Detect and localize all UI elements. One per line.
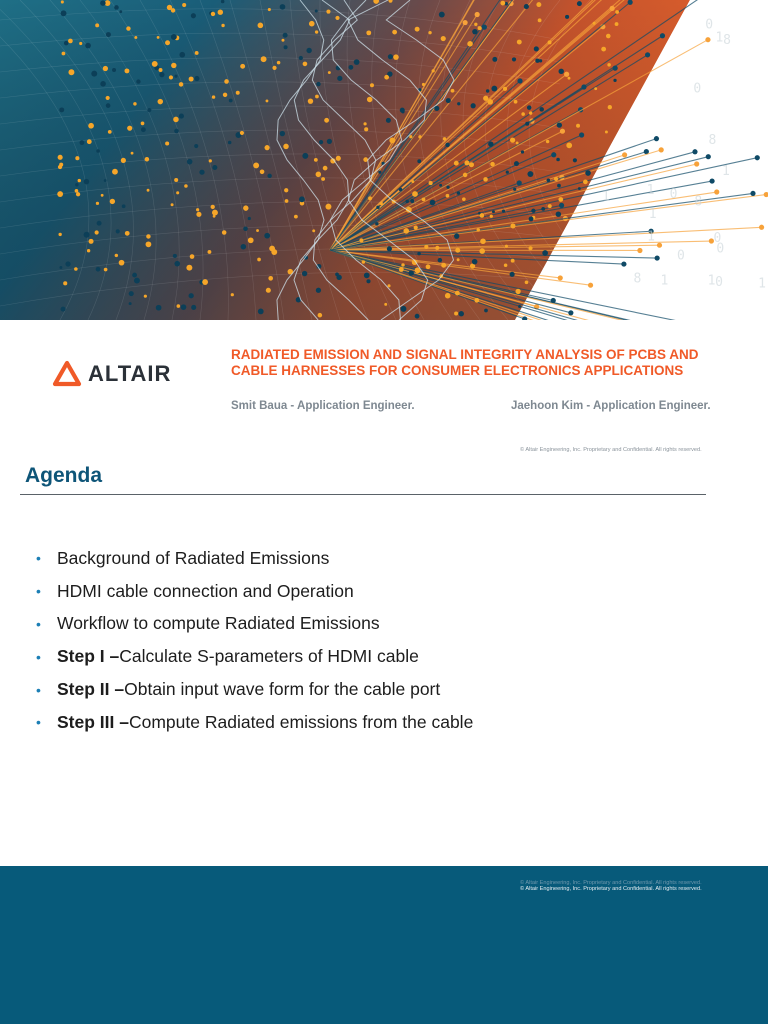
svg-text:1: 1: [646, 183, 655, 199]
agenda-item: [36, 673, 473, 706]
bullet-icon: •: [36, 583, 41, 600]
svg-text:0: 0: [715, 275, 723, 291]
svg-text:0: 0: [669, 186, 678, 202]
svg-text:1: 1: [648, 206, 657, 222]
bullet-icon: •: [36, 648, 41, 665]
logo-wordmark: ALTAIR: [88, 361, 172, 386]
agenda-item-text: Workflow to compute Radiated Emissions: [57, 613, 380, 634]
bullet-icon: •: [36, 550, 41, 567]
step-label: Step I –: [57, 646, 120, 667]
agenda-item-text: Obtain input wave form for the cable port: [124, 679, 441, 700]
svg-text:8: 8: [694, 194, 703, 210]
copyright-notice-faded: © Altair Engineering, Inc. Proprietary and Confidential. All rights reserved.: [520, 880, 702, 886]
agenda-item-text: Calculate S-parameters of HDMI cable: [119, 646, 419, 667]
svg-text:1: 1: [758, 276, 766, 292]
svg-text:8: 8: [708, 132, 717, 148]
title-slide: [0, 0, 768, 458]
agenda-item-text: Background of Radiated Emissions: [57, 547, 330, 568]
copyright-notice: © Altair Engineering, Inc. Proprietary and Confidential. All rights reserved.: [520, 447, 702, 453]
agenda-item: [36, 608, 473, 641]
agenda-heading: Agenda: [25, 464, 103, 487]
bullet-icon: •: [36, 681, 41, 698]
svg-text:1: 1: [647, 229, 655, 245]
altair-logo: [52, 360, 171, 388]
svg-text:1: 1: [707, 273, 716, 289]
svg-text:0: 0: [713, 230, 722, 246]
agenda-item-text: Compute Radiated emissions from the cable: [128, 711, 474, 732]
heading-divider: [20, 494, 706, 495]
blue-slide: [0, 866, 768, 1024]
hero-banner-image: [0, 0, 768, 320]
step-label: Step II –: [57, 679, 125, 700]
svg-text:0: 0: [705, 17, 714, 33]
svg-text:0: 0: [716, 241, 725, 257]
svg-text:0: 0: [676, 248, 685, 264]
bullet-icon: •: [36, 714, 41, 731]
presentation-title: [231, 347, 761, 379]
svg-text:1: 1: [601, 189, 610, 205]
author-1: Smit Baua - Application Engineer.: [231, 400, 415, 412]
bullet-icon: •: [36, 615, 41, 632]
agenda-list: [36, 542, 473, 739]
svg-text:1: 1: [660, 273, 669, 289]
copyright-notice: © Altair Engineering, Inc. Proprietary and Confidential. All rights reserved.: [520, 886, 702, 892]
agenda-item-text: HDMI cable connection and Operation: [57, 580, 354, 601]
agenda-item: [36, 542, 473, 575]
svg-text:8: 8: [723, 33, 731, 49]
agenda-item: [36, 575, 473, 608]
agenda-slide: [0, 458, 768, 866]
title-line-1: RADIATED EMISSION AND SIGNAL INTEGRITY ANALYSIS OF PCBS AND: [231, 347, 699, 362]
step-label: Step III –: [57, 711, 129, 732]
svg-text:1: 1: [721, 163, 730, 179]
svg-text:0: 0: [693, 81, 702, 97]
svg-text:1: 1: [715, 30, 724, 46]
svg-text:8: 8: [633, 271, 642, 287]
altair-triangle-icon: [52, 360, 82, 388]
title-line-2: CABLE HARNESSES FOR CONSUMER ELECTRONICS APPLICATIONS: [231, 363, 684, 378]
agenda-item: [36, 706, 473, 739]
agenda-item: [36, 640, 473, 673]
author-2: Jaehoon Kim - Application Engineer.: [511, 400, 711, 412]
